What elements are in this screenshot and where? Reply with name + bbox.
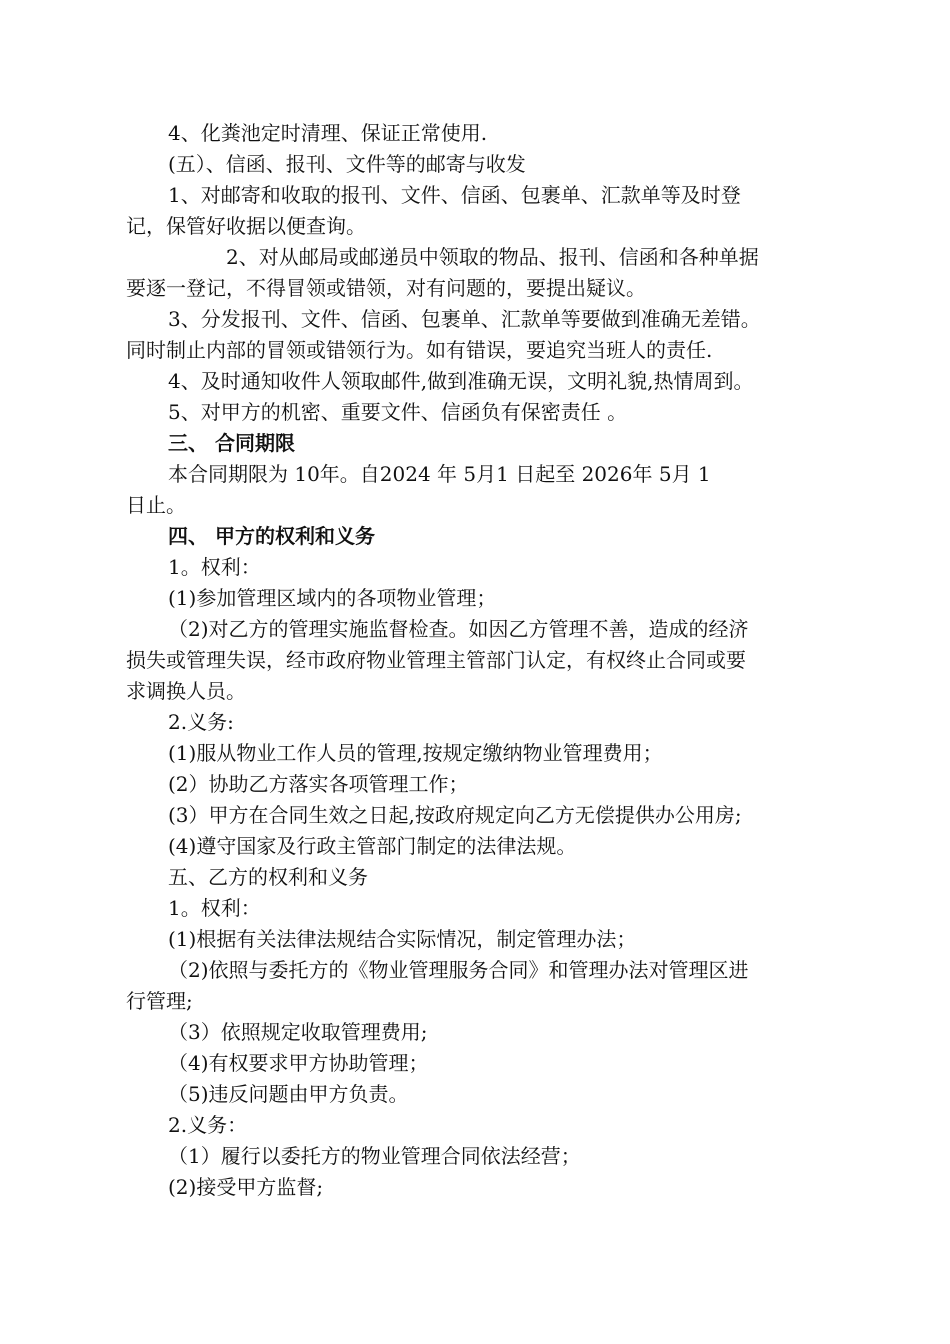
text-line: 行管理; [126, 989, 193, 1013]
document-body [126, 118, 826, 1203]
text-line: 求调换人员。 [126, 679, 246, 703]
text-line: （2)依照与委托方的《物业管理服务合同》和管理办法对管理区进 [168, 958, 749, 982]
text-line: 4、及时通知收件人领取邮件,做到准确无误，文明礼貌,热情周到。 [168, 369, 754, 393]
text-line: 1。权利： [168, 896, 261, 920]
text-line: 五、乙方的权利和义务 [168, 865, 368, 889]
text-line: 4、化粪池定时清理、保证正常使用. [168, 121, 488, 145]
text-line: (1)服从物业工作人员的管理,按规定缴纳物业管理费用； [168, 741, 663, 765]
text-line: （5)违反问题由甲方负责。 [168, 1082, 409, 1106]
text-line: 5、对甲方的机密、重要文件、信函负有保密责任 。 [168, 400, 628, 424]
text-line: (3）甲方在合同生效之日起,按政府规定向乙方无偿提供办公用房; [168, 803, 742, 827]
text-line: 2.义务： [168, 1113, 248, 1137]
text-line: 本合同期限为 10年。自2024 年 5月1 日起至 2026年 5月 1 [168, 462, 711, 486]
text-line: (1)参加管理区域内的各项物业管理； [168, 586, 497, 610]
section-heading: 三、 合同期限 [168, 431, 295, 455]
text-line: (2）协助乙方落实各项管理工作； [168, 772, 469, 796]
text-line: （3）依照规定收取管理费用; [168, 1020, 428, 1044]
text-line: （2)对乙方的管理实施监督检查。如因乙方管理不善，造成的经济 [168, 617, 749, 641]
text-line: (五）、信函、报刊、文件等的邮寄与收发 [168, 152, 526, 176]
text-line: 要逐一登记，不得冒领或错领，对有问题的，要提出疑议。 [126, 276, 646, 300]
text-line: 1、对邮寄和收取的报刊、文件、信函、包裹单、汇款单等及时登 [168, 183, 741, 207]
text-line: 日止。 [126, 493, 186, 517]
text-line: (2)接受甲方监督; [168, 1175, 324, 1199]
text-line: 2、对从邮局或邮递员中领取的物品、报刊、信函和各种单据 [226, 245, 759, 269]
section-heading: 四、 甲方的权利和义务 [168, 524, 375, 548]
text-line: 损失或管理失误，经市政府物业管理主管部门认定，有权终止合同或要 [126, 648, 746, 672]
text-line: (1)根据有关法律法规结合实际情况，制定管理办法； [168, 927, 637, 951]
text-line: 同时制止内部的冒领或错领行为。如有错误，要追究当班人的责任. [126, 338, 713, 362]
text-line: 2.义务: [168, 710, 234, 734]
text-line: (4)遵守国家及行政主管部门制定的法律法规。 [168, 834, 577, 858]
text-line: （1）履行以委托方的物业管理合同依法经营； [168, 1144, 581, 1168]
text-line: 1。权利： [168, 555, 261, 579]
text-line: 3、分发报刊、文件、信函、包裹单、汇款单等要做到准确无差错。 [168, 307, 761, 331]
text-line: （4)有权要求甲方协助管理； [168, 1051, 429, 1075]
text-line: 记，保管好收据以便查询。 [126, 214, 366, 238]
